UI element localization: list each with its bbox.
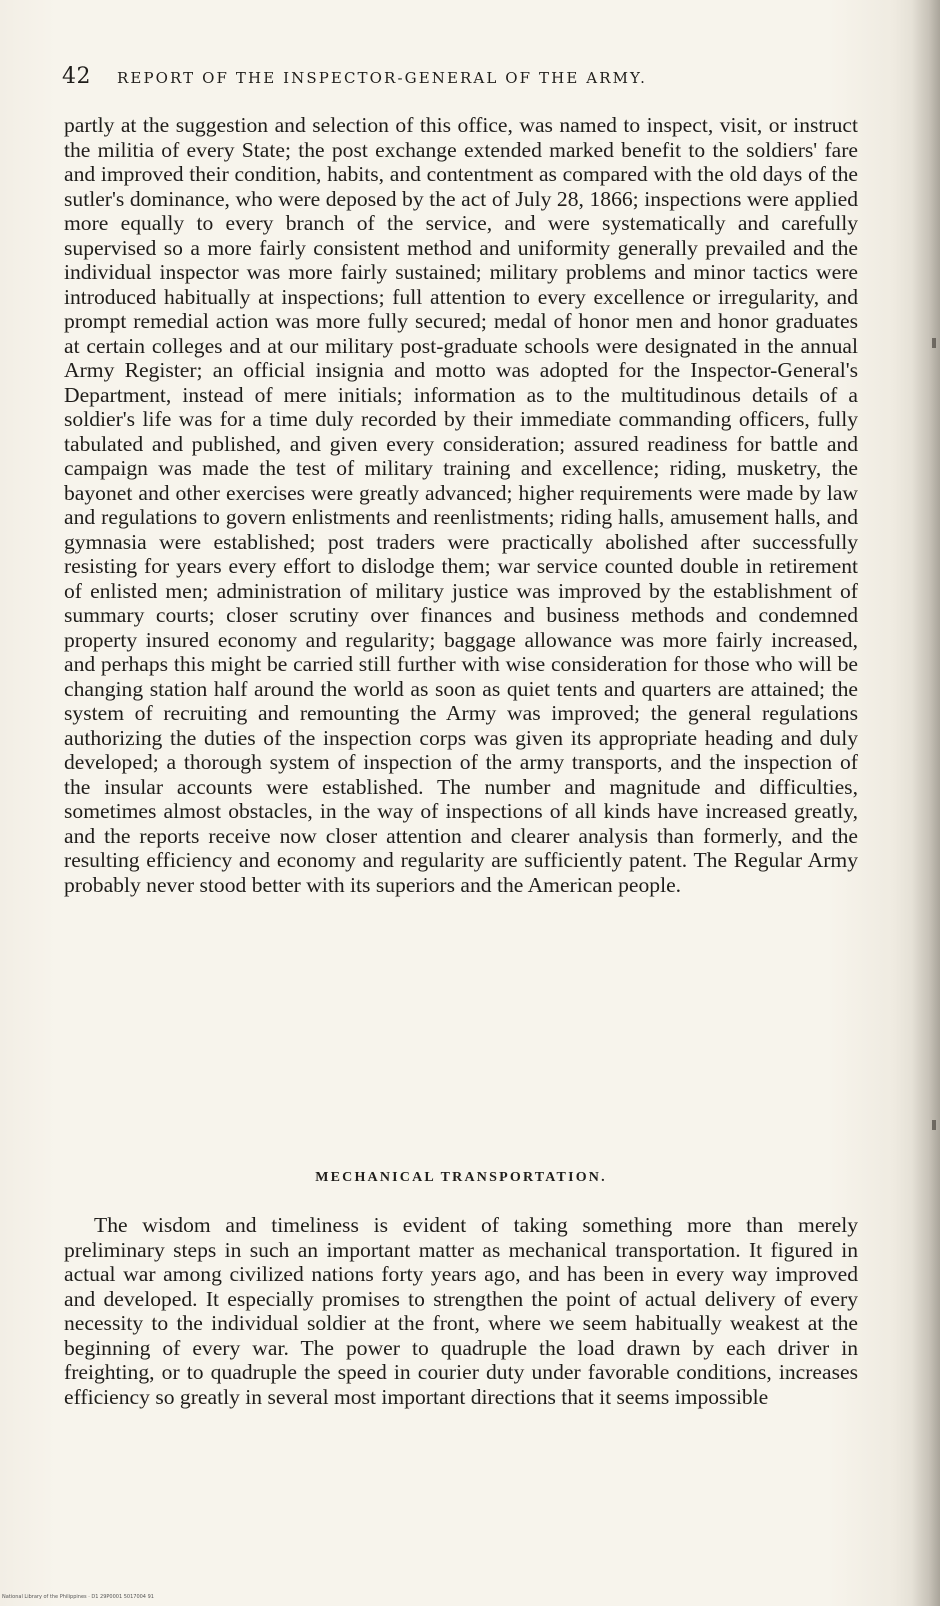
page-number: 42 — [62, 64, 91, 89]
binding-shadow — [912, 0, 940, 1606]
edge-mark — [932, 338, 936, 348]
edge-mark — [932, 1120, 936, 1130]
page-header — [62, 64, 822, 94]
running-head: REPORT OF THE INSPECTOR-GENERAL OF THE ARMY. — [117, 69, 647, 87]
body-paragraph: partly at the suggestion and selection of this office, was named to inspect, visit, or instruct the militia of every State; the post exchange extended marked benefit to the soldiers' fare and improved their condition, habits, and contentment as compared with the old days of the sutler's dominance, who were deposed by the act of July 28, 1866; inspections were applied more equally to every branch of the service, and were systematically and carefully supervised so a more fairly consistent method and uniformity generally prevailed and the individual inspector was more fairly sustained; military problems and minor tactics were introduced habitually at inspections; full attention to every excellence or irregularity, and prompt remedial action was more fully secured; medal of honor men and honor graduates at certain colleges and at our military post-graduate schools were designated in the annual Army Register; an official insignia and motto was adopted for the Inspector-General's Department, instead of mere initials; information as to the multitudinous details of a soldier's life was for a time duly recorded by their immediate commanding officers, fully tabulated and published, and given every consideration; assured readiness for battle and campaign was made the test of military training and excellence; riding, musketry, the bayonet and other exercises were greatly advanced; higher requirements were made by law and regulations to govern enlistments and reenlistments; riding halls, amusement halls, and gymnasia were established; post traders were practically abolished after successfully resisting for years every effort to dislodge them; war service counted double in retirement of enlisted men; administration of military justice was improved by the establishment of summary courts; closer scrutiny over finances and business methods and condemned property insured economy and regularity; baggage allowance was more fairly increased, and perhaps this might be carried still further with wise consideration for those who will be changing station half around the world as soon as quiet tents and quarters are attained; the system of recruiting and remounting the Army was improved; the general regulations authorizing the duties of the inspection corps was given its appropriate heading and duly developed; a thorough system of inspection of the army transports, and the inspection of the insular accounts were established. The number and magnitude and difficulties, sometimes almost obstacles, in the way of inspections of all kinds have increased greatly, and the reports receive now closer attention and clearer analysis than formerly, and the resulting efficiency and economy and regularity are sufficiently patent. The Regular Army probably never stood better with its superiors and the American people. — [64, 113, 858, 897]
section-heading: MECHANICAL TRANSPORTATION. — [315, 1170, 607, 1185]
section-paragraph: The wisdom and timeliness is evident of taking something more than merely preliminary steps in such an important matter as mechanical transportation. It figured in actual war among civilized nations forty years ago, and has been in every way improved and developed. It especially promises to strengthen the point of actual delivery of every necessity to the individual soldier at the front, where we seem habitually weakest at the beginning of every war. The power to quadruple the load drawn by each driver in freighting, or to quadruple the speed in courier duty under favorable conditions, increases efficiency so greatly in several most important directions that it seems impossible — [64, 1213, 858, 1409]
footer-library-stamp: National Library of the Philippines · D1 29P0001 5017004 91 — [2, 1594, 154, 1600]
